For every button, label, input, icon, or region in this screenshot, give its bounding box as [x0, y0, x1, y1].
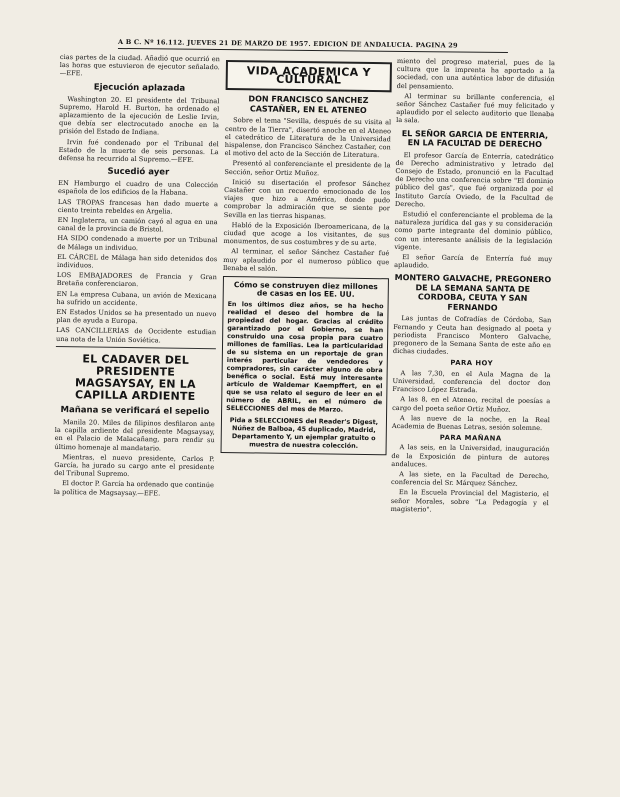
- paragraph: Habló de la Exposición Iberoamericana, de la ciudad que acoge a los visitantes, de sus monumentos, de sus costumbres y de su arte.: [223, 220, 390, 248]
- divider: [56, 346, 216, 349]
- news-item: EN La empresa Cubana, un avión de Mexicana ha sufrido un accidente.: [56, 289, 217, 307]
- paragraph: miento del progreso material, pues de la cultura que la imprenta ha aportado a la sociedad, con una auténtica labor de difusión del pensamiento.: [396, 57, 555, 91]
- paragraph: Irvin fué condenado por el Tribunal del Estado de la muerte de seis personas. La defensa ha recurrido al Supremo.—EFE.: [58, 137, 219, 164]
- news-item: EN Hamburgo el cuadro de una Colección española de los edificios de la Habana.: [58, 179, 219, 198]
- column-3: [391, 57, 555, 517]
- paragraph: Sobre el tema "Sevilla, después de su visita al centro de la Tierra", disertó anoche en el Ateneo el catedrático de Literatura de la Universidad hispalense, don Francisco Sánchez Castañer, con el motivo del acto de la Sección de Literatura.: [224, 116, 392, 160]
- paragraph: Al terminar, el señor Sánchez Castañer fué muy aplaudido por el numeroso público que llenaba el salón.: [223, 247, 390, 273]
- headline-montero-galvache: MONTERO GALVACHE, PREGONERO DE LA SEMANA SANTA DE CORDOBA, CEUTA Y SAN FERNANDO: [394, 273, 552, 313]
- paragraph: Washington 20. El presidente del Tribunal Supremo, Harold H. Burton, ha ordenado el aplazamiento de la ejecución de Leslie Irvin, que debía ser electrocutado anoche en la prisión del Estado de Indiana.: [58, 94, 220, 137]
- headline-garcia-enterria: EL SEÑOR GARCIA DE ENTERRIA, EN LA FACULTAD DE DERECHO: [401, 128, 549, 150]
- paragraph: Mientras, el nuevo presidente, Carlos P. García, ha jurado su cargo ante el presidente del Tribunal Supremo.: [54, 452, 215, 479]
- ad-title: Cómo se construyen diez millones de casas en los EE. UU.: [233, 280, 378, 300]
- headline-sanchez-castaner: DON FRANCISCO SANCHEZ CASTAÑER, EN EL ATENEO: [248, 94, 369, 115]
- paragraph: A las 8, en el Ateneo, recital de poesías a cargo del poeta señor Ortiz Muñoz.: [392, 395, 551, 414]
- news-item: EN Inglaterra, un camión cayó al agua en una canal de la provincia de Bristol.: [57, 216, 218, 234]
- section-banner: VIDA ACADEMICA Y CULTURAL: [226, 60, 392, 93]
- section-title-sucedio: Sucedió ayer: [107, 166, 170, 178]
- paragraph: Estudió el conferenciante el problema de la naturaleza jurídica del gas y su consideración como parte integrante del dominio público, con un interesante análisis de la legislación vigente.: [394, 210, 553, 252]
- advertisement-box: [221, 276, 389, 456]
- col1-intro: cias partes de la ciudad. Añadió que ocurrió en las horas que estuvieron de ejecutor señalado.—EFE.: [59, 53, 220, 78]
- headline-magsaysay: EL CADAVER DEL PRESIDENTE MAGSAYSAY, EN LA CAPILLA ARDIENTE: [74, 352, 196, 403]
- ad-note: Pida a SELECCIONES del Reader's Digest, Núñez de Balboa, 45 duplicado, Madrid, Departamento Y, un ejemplar gratuito o muestra de nuestra colección.: [229, 416, 379, 451]
- column-2: [221, 60, 392, 456]
- paragraph: Presentó al conferenciante el presidente de la Sección, señor Ortiz Muñoz.: [224, 159, 391, 177]
- section-title-para-hoy: PARA HOY: [450, 359, 494, 368]
- paragraph: El profesor García de Enterría, catedrático de Derecho administrativo y letrado del Consejo de Estado, pronunció en la Facultad de Derecho una conferencia sobre "El dominio público del gas", que fué organizada por el Instituto García Oviedo, de la Facultad de Derecho.: [394, 150, 554, 209]
- paragraph: A las 7,30, en el Aula Magna de la Universidad, conferencia del doctor don Francisco López Estrada.: [392, 368, 551, 395]
- paragraph: Inició su disertación el profesor Sánchez Castañer con un recuerdo emocionado de los viajes que hizo a América, donde pudo comprobar la admiración que se siente por Sevilla en las tierras hispanas.: [223, 177, 391, 221]
- section-title-para-manana: PARA MAÑANA: [439, 433, 502, 443]
- news-item: EL CÁRCEL de Málaga han sido detenidos dos individuos.: [56, 252, 218, 270]
- paragraph: El señor García de Enterría fué muy aplaudido.: [394, 253, 553, 270]
- news-item: HA SIDO condenado a muerte por un Tribunal de Málaga un individuo.: [57, 234, 218, 252]
- paragraph: Manila 20. Miles de filipinos desfilaron ante la capilla ardiente del presidente Magsaysay, en el Palacio de Malacañang, para rendir su último homenaje al mandatario.: [54, 417, 215, 452]
- news-item: LAS TROPAS francesas han dado muerte a ciento treinta rebeldes en Argelia.: [57, 197, 218, 216]
- running-head: A B C. Nº 16.112. JUEVES 21 DE MARZO DE 1957. EDICION DE ANDALUCIA. PAGINA 29: [118, 38, 508, 53]
- paragraph: A las nueve de la noche, en la Real Academia de Buenas Letras, sesión solemne.: [391, 413, 551, 432]
- paragraph: Al terminar su brillante conferencia, el señor Sánchez Castañer fué muy felicitado y aplaudido por el selecto auditorio que llenaba la sala.: [396, 91, 555, 125]
- ad-body: En los últimos diez años, se ha hecho realidad el deseo del hombre de la propiedad del hogar. Gracias al crédito garantizado por el Gobierno, se han construido una cosa propia para cuatro millones de familias. Lea la particularidad de su sistema en un reportaje de gran interés particular de vendedores y compradores, sin carácter alguno de obra benéfica o social. Está muy interesante artículo de Waldemar Kaempffert, en el que se usa relato el seguro de leer en el número de ABRIL, en el número de SELECCIONES del mes de Marzo.: [226, 300, 384, 415]
- news-item: LOS EMBAJADORES de Francia y Gran Bretaña conferenciaron.: [56, 271, 217, 289]
- subheadline-sepelio: Mañana se verificará el sepelio: [60, 404, 210, 418]
- paragraph: Las juntas de Cofradías de Córdoba, San Fernando y Ceuta han designado al poeta y periodista Francisco Montero Galvache, pregonero de la Semana Santa de este año en dichas ciudades.: [392, 314, 552, 357]
- column-1: [54, 53, 220, 500]
- paragraph: El doctor P. García ha ordenado que continúe la política de Magsaysay.—EFE.: [53, 479, 215, 497]
- paragraph: En la Escuela Provincial del Magisterio, el señor Morales, sobre "La Pedagogía y el magisterio".: [390, 488, 549, 514]
- section-title-ejecucion: Ejecución aplazada: [93, 82, 186, 94]
- paragraph: A las seis, en la Universidad, inauguración de la Exposición de pintura de autores andaluces.: [391, 443, 550, 469]
- paragraph: A las siete, en la Facultad de Derecho, conferencia del Sr. Márquez Sánchez.: [391, 469, 550, 488]
- news-item: EN Estados Unidos se ha presentado un nuevo plan de ayuda a Europa.: [56, 308, 217, 326]
- news-item: LAS CANCILLERÍAS de Occidente estudian una nota de la Unión Soviética.: [55, 326, 217, 345]
